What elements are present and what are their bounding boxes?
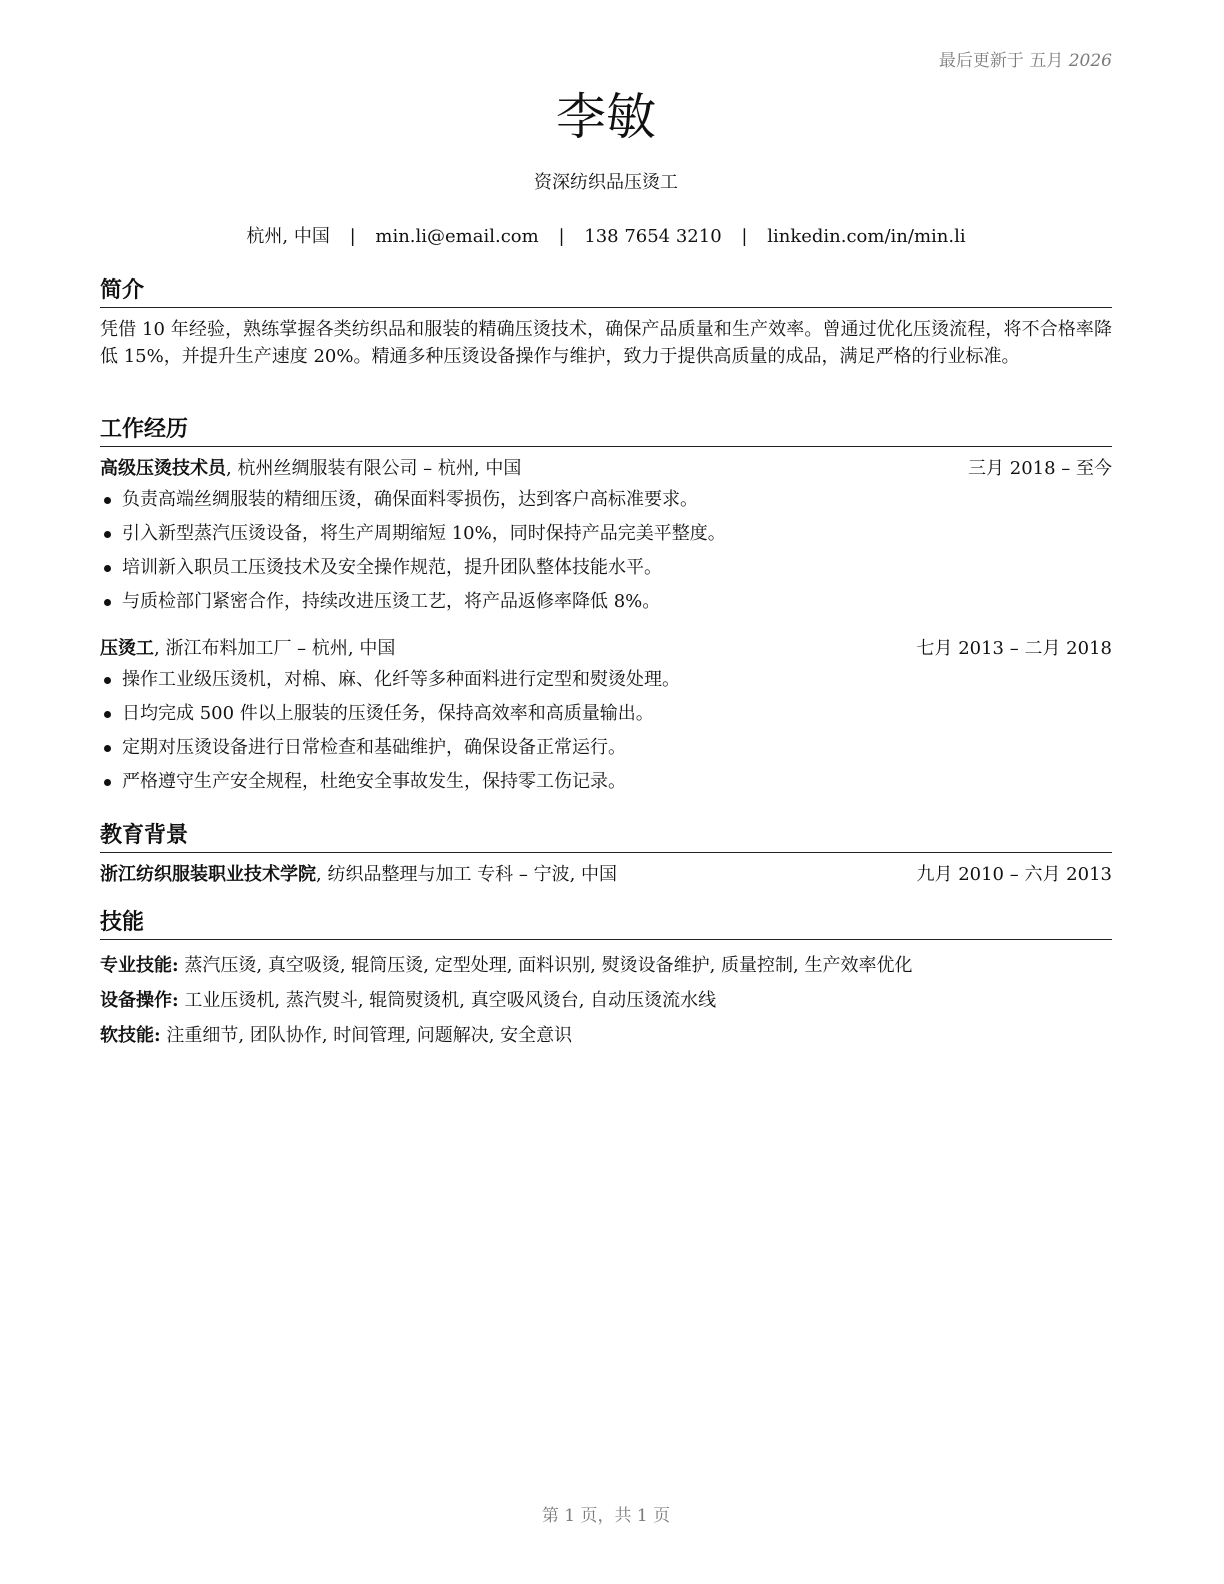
bullet-dot-icon bbox=[104, 745, 111, 752]
job-header bbox=[100, 455, 1112, 483]
job-bullet-text: 负责高端丝绸服装的精细压烫，确保面料零损伤，达到客户高标准要求。 bbox=[122, 489, 698, 510]
job-bullet-text: 引入新型蒸汽压烫设备，将生产周期缩短 10%，同时保持产品完美平整度。 bbox=[122, 523, 726, 544]
bullet-dot-icon bbox=[104, 565, 111, 572]
job-bullet bbox=[100, 731, 1112, 765]
job-dates: 三月 2018 – 至今 bbox=[968, 458, 1112, 479]
summary-title: 简介 bbox=[100, 276, 1112, 308]
job-bullet bbox=[100, 697, 1112, 731]
contact-separator: | bbox=[558, 226, 565, 247]
education-dates: 九月 2010 – 六月 2013 bbox=[916, 864, 1112, 885]
job-bullet-text: 日均完成 500 件以上服装的压烫任务，保持高效率和高质量输出。 bbox=[122, 703, 654, 724]
bullet-dot-icon bbox=[104, 711, 111, 718]
skill-line bbox=[100, 948, 1112, 983]
contact-email[interactable]: min.li@email.com bbox=[375, 226, 539, 247]
summary-section bbox=[100, 276, 1112, 370]
job-bullets bbox=[100, 663, 1112, 799]
contact-separator: | bbox=[349, 226, 356, 247]
education-section bbox=[100, 821, 1112, 889]
job-entry bbox=[100, 635, 1112, 799]
job-org: , 浙江布料加工厂 – 杭州, 中国 bbox=[154, 638, 396, 659]
job-role: 压烫工 bbox=[100, 638, 154, 659]
job-dates: 七月 2013 – 二月 2018 bbox=[916, 638, 1112, 659]
job-bullet bbox=[100, 585, 1112, 619]
contact-separator: | bbox=[741, 226, 748, 247]
job-bullet bbox=[100, 483, 1112, 517]
education-school: 浙江纺织服装职业技术学院 bbox=[100, 864, 316, 885]
candidate-headline: 资深纺织品压烫工 bbox=[534, 172, 678, 193]
job-role: 高级压烫技术员 bbox=[100, 458, 226, 479]
bullet-dot-icon bbox=[104, 531, 111, 538]
education-detail: , 纺织品整理与加工 专科 – 宁波, 中国 bbox=[316, 864, 618, 885]
job-bullet bbox=[100, 551, 1112, 585]
education-title: 教育背景 bbox=[100, 821, 1112, 853]
skills-section bbox=[100, 908, 1112, 1053]
contact-phone[interactable]: 138 7654 3210 bbox=[584, 226, 722, 247]
education-entry bbox=[100, 861, 1112, 889]
skill-line bbox=[100, 983, 1112, 1018]
job-role-org bbox=[100, 635, 395, 663]
summary-text: 凭借 10 年经验，熟练掌握各类纺织品和服装的精确压烫技术，确保产品质量和生产效率。曾通过优化压烫流程，将不合格率降低 15%，并提升生产速度 20%。精通多种压烫设备操作与维护，致力于提供高质量的成品，满足严格的行业标准。 bbox=[100, 319, 1112, 367]
bullet-dot-icon bbox=[104, 779, 111, 786]
last-updated-label: 最后更新于 五月 bbox=[938, 51, 1064, 71]
skill-label: 设备操作: bbox=[100, 990, 179, 1011]
skills-title: 技能 bbox=[100, 908, 1112, 940]
skill-value: 工业压烫机, 蒸汽熨斗, 辊筒熨烫机, 真空吸风烫台, 自动压烫流水线 bbox=[178, 990, 717, 1011]
skill-line bbox=[100, 1018, 1112, 1053]
job-bullet-text: 与质检部门紧密合作，持续改进压烫工艺，将产品返修率降低 8%。 bbox=[122, 591, 661, 612]
job-entry bbox=[100, 455, 1112, 619]
skill-value: 蒸汽压烫, 真空吸烫, 辊筒压烫, 定型处理, 面料识别, 熨烫设备维护, 质量控制, 生产效率优化 bbox=[178, 955, 913, 976]
job-bullet-text: 定期对压烫设备进行日常检查和基础维护，确保设备正常运行。 bbox=[122, 737, 626, 758]
job-bullet-text: 培训新入职员工压烫技术及安全操作规范，提升团队整体技能水平。 bbox=[122, 557, 662, 578]
job-org: , 杭州丝绸服装有限公司 – 杭州, 中国 bbox=[226, 458, 522, 479]
skill-label: 软技能: bbox=[100, 1025, 161, 1046]
experience-title: 工作经历 bbox=[100, 415, 1112, 447]
job-bullet bbox=[100, 517, 1112, 551]
bullet-dot-icon bbox=[104, 677, 111, 684]
last-updated bbox=[939, 46, 1112, 71]
bullet-dot-icon bbox=[104, 599, 111, 606]
job-bullet-text: 严格遵守生产安全规程，杜绝安全事故发生，保持零工伤记录。 bbox=[122, 771, 626, 792]
resume-page bbox=[100, 0, 1112, 1584]
job-role-org bbox=[100, 455, 521, 483]
page-footer: 第 1 页，共 1 页 bbox=[541, 1506, 671, 1526]
last-updated-year: 2026 bbox=[1068, 51, 1112, 71]
job-header bbox=[100, 635, 1112, 663]
skill-value: 注重细节, 团队协作, 时间管理, 问题解决, 安全意识 bbox=[160, 1025, 573, 1046]
contact-linkedin[interactable]: linkedin.com/in/min.li bbox=[767, 226, 966, 247]
candidate-name: 李敏 bbox=[556, 88, 656, 146]
job-bullet bbox=[100, 765, 1112, 799]
bullet-dot-icon bbox=[104, 497, 111, 504]
skill-label: 专业技能: bbox=[100, 955, 179, 976]
job-bullets bbox=[100, 483, 1112, 619]
contact-line bbox=[100, 224, 1112, 250]
contact-location: 杭州, 中国 bbox=[246, 226, 330, 247]
education-school-detail bbox=[100, 861, 617, 889]
job-bullet bbox=[100, 663, 1112, 697]
experience-section bbox=[100, 415, 1112, 799]
job-bullet-text: 操作工业级压烫机，对棉、麻、化纤等多种面料进行定型和熨烫处理。 bbox=[122, 669, 680, 690]
